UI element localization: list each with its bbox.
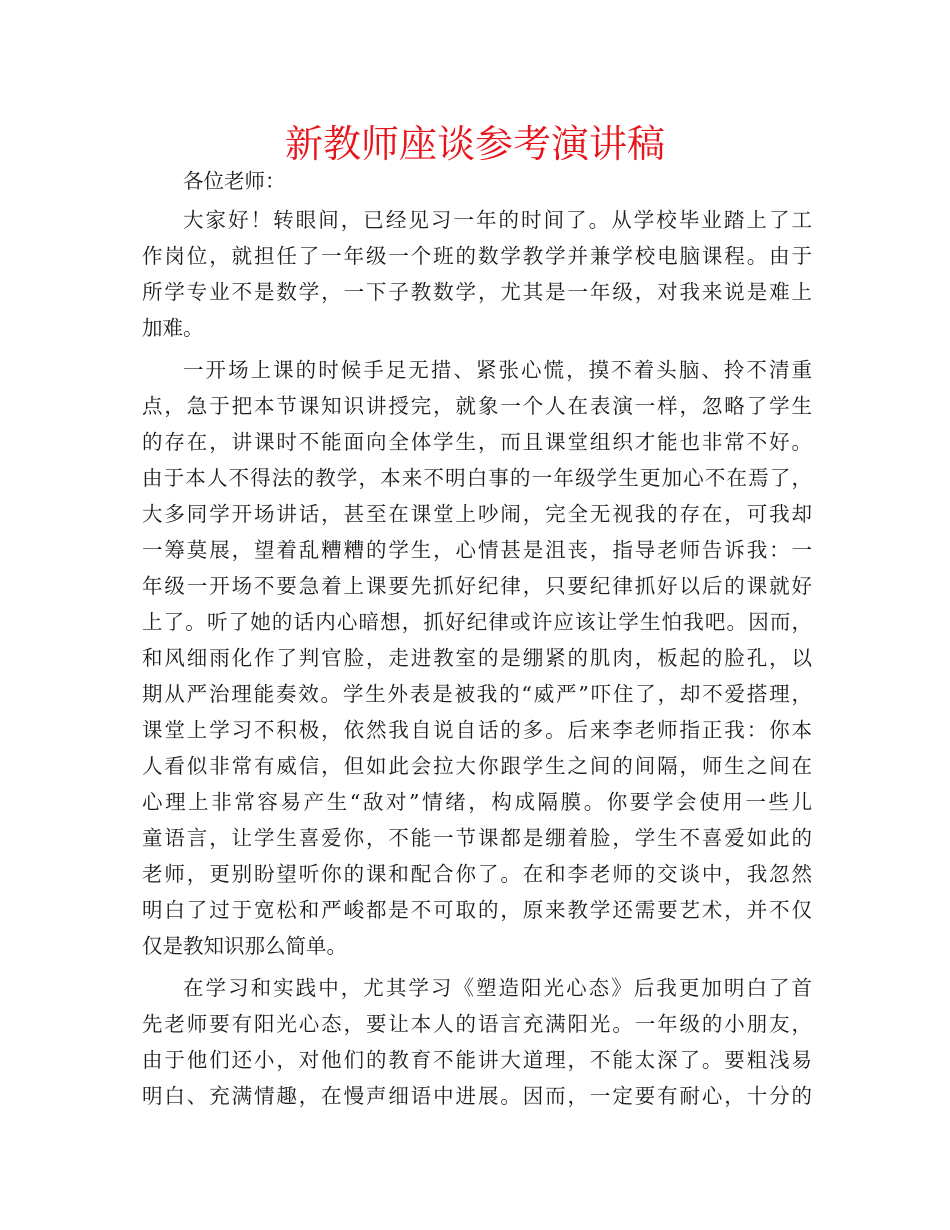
text-line: 所学专业不是数学，一下子教数学，尤其是一年级，对我来说是难上 [142,280,812,304]
paragraph-3 [142,970,812,1114]
text-line: 的存在，讲课时不能面向全体学生，而且课堂组织才能也非常不好。 [142,430,812,454]
greeting-line: 各位老师： [183,169,286,193]
text-line: 和风细雨化作了判官脸，走进教室的是绷紧的肌肉，板起的脸孔，以 [142,646,812,670]
text-line: 由于本人不得法的教学，本来不明白事的一年级学生更加心不在焉了， [142,466,812,490]
paragraph-1 [142,202,812,346]
text-line: 心理上非常容易产生“敌对”情绪，构成隔膜。你要学会使用一些儿 [142,790,812,814]
text-line: 明白、充满情趣，在慢声细语中进展。因而，一定要有耐心，十分的 [142,1084,812,1108]
text-line: 一开场上课的时候手足无措、紧张心慌，摸不着头脑、拎不清重 [183,358,812,382]
text-line: 明白了过于宽松和严峻都是不可取的，原来教学还需要艺术，并不仅 [142,898,812,922]
document-body [142,160,812,1114]
text-line: 在学习和实践中，尤其学习《塑造阳光心态》后我更加明白了首 [183,976,812,1000]
text-line: 课堂上学习不积极，依然我自说自话的多。后来李老师指正我：你本 [142,718,812,742]
text-line: 作岗位，就担任了一年级一个班的数学教学并兼学校电脑课程。由于 [142,244,812,268]
text-line: 人看似非常有威信，但如此会拉大你跟学生之间的间隔，师生之间在 [142,754,812,778]
text-line: 由于他们还小，对他们的教育不能讲大道理，不能太深了。要粗浅易 [142,1048,812,1072]
text-line: 期从严治理能奏效。学生外表是被我的“威严”吓住了，却不爱搭理， [142,682,812,706]
text-line: 童语言，让学生喜爱你，不能一节课都是绷着脸，学生不喜爱如此的 [142,826,812,850]
text-line: 点，急于把本节课知识讲授完，就象一个人在表演一样，忽略了学生 [142,394,812,418]
document-title: 新教师座谈参考演讲稿 [284,122,665,166]
text-line: 加难。 [142,316,204,340]
text-line: 大多同学开场讲话，甚至在课堂上吵闹，完全无视我的存在，可我却 [142,502,812,526]
text-line: 一筹莫展，望着乱糟糟的学生，心情甚是沮丧，指导老师告诉我：一 [142,538,812,562]
text-line: 大家好！转眼间，已经见习一年的时间了。从学校毕业踏上了工 [183,208,812,232]
text-line: 年级一开场不要急着上课要先抓好纪律，只要纪律抓好以后的课就好 [142,574,812,598]
text-line: 上了。听了她的话内心暗想，抓好纪律或许应该让学生怕我吧。因而， [142,610,812,634]
paragraph-2 [142,352,812,964]
text-line: 老师，更别盼望听你的课和配合你了。在和李老师的交谈中，我忽然 [142,862,812,886]
text-line: 仅是教知识那么简单。 [142,934,347,958]
text-line: 先老师要有阳光心态，要让本人的语言充满阳光。一年级的小朋友， [142,1012,812,1036]
